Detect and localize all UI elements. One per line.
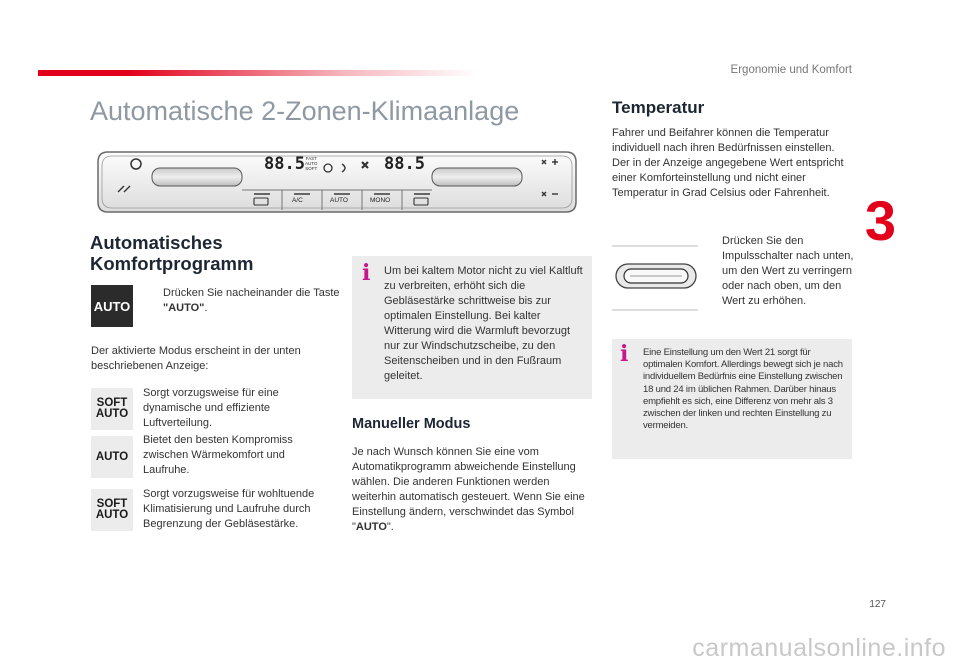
manual-text-key: AUTO: [355, 521, 387, 533]
watermark: carmanualsonline.info: [692, 634, 946, 662]
ac-button-label: A/C: [292, 197, 303, 204]
soft-auto-badge: [91, 388, 133, 430]
badge-bottom: AUTO: [95, 408, 129, 420]
chapter-number: 3: [864, 189, 896, 252]
info-temperature-text: Eine Einstellung um den Wert 21 sorgt für optimalen Komfort. Allerdings bewegt sich je nach individuellem Bedürfnis eine Einstellung zwischen 18 und 24 im üblichen Rahmen. Darüber hinaus empfiehlt es sich, eine Differenz von mehr als 3 zwischen der linken und rechten Einstellung zu vermeiden.: [643, 347, 843, 432]
mode-description: Sorgt vorzugsweise für wohltuende Klimatisierung und Laufruhe durch Begrenzung der Gebläsestärke.: [143, 488, 315, 530]
mono-button-label: MONO: [370, 197, 391, 204]
auto-badge: [91, 285, 133, 327]
display-left-temperature: 88.5: [264, 154, 305, 174]
auto-step: [145, 286, 343, 316]
temperature-text: Fahrer und Beifahrer können die Temperatur individuell nach ihren Bedürfnissen einstellen. Der in der Anzeige angegebene Wert entspricht einer Komforteinstellung und nicht einer Temperatur in Grad Celsius oder Fahrenheit.: [612, 127, 844, 199]
auto-mode-badge: [91, 436, 133, 478]
display-fast-label: FAST: [305, 156, 317, 161]
badge-bottom: AUTO: [95, 450, 129, 463]
auto-program-heading: Automatisches Komfortprogramm: [90, 232, 254, 274]
auto-button-label: AUTO: [330, 197, 348, 204]
badge-bottom: AUTO: [95, 509, 129, 521]
display-soft-label: SOFT: [305, 166, 318, 171]
climate-panel-drawing: [92, 146, 582, 218]
info-box-cold-engine: [352, 256, 592, 399]
temperature-step-text: Drücken Sie den Impulsschalter nach unten, um den Wert zu verringern oder nach oben, um den Wert zu erhöhen.: [722, 235, 854, 307]
display-mode-labels: [305, 156, 317, 171]
temperature-step: [704, 234, 862, 309]
temperature-switch-drawing: [612, 240, 700, 316]
soft-auto-badge: [91, 489, 133, 531]
temperature-switch-illustration: [612, 240, 700, 316]
section-title: Ergonomie und Komfort: [730, 64, 852, 76]
display-auto-label: AUTO: [305, 161, 318, 166]
info-icon: i: [620, 341, 629, 367]
badge-top: SOFT: [96, 498, 128, 510]
display-right-temperature: 88.5: [384, 154, 425, 174]
mode-description: Bietet den besten Kompromiss zwischen Wärmekomfort und Laufruhe.: [143, 434, 293, 476]
page-number: 127: [869, 599, 886, 610]
auto-step-text: Drücken Sie nacheinander die Taste: [163, 287, 340, 299]
auto-step-suffix: .: [204, 302, 208, 314]
auto-intro: Der aktivierte Modus erscheint in der unten beschriebenen Anzeige:: [91, 345, 301, 372]
badge-top: SOFT: [96, 397, 128, 409]
manual-text-suffix: ".: [386, 521, 394, 533]
info-cold-text: Um bei kaltem Motor nicht zu viel Kaltluft zu verbreiten, erhöht sich die Gebläsestärke schrittweise bis zur optimalen Einstellung. Bei kalter Witterung wird die Warmluft bevorzugt nur zur Windschutzscheibe, zu den Seitenscheiben und in den Fußraum geleitet.: [384, 265, 583, 382]
auto-badge-text: AUTO: [93, 298, 131, 314]
header-accent-bar: [38, 70, 478, 76]
auto-step-key: "AUTO": [163, 302, 205, 314]
page-title: Automatische 2-Zonen-Klimaanlage: [90, 96, 520, 126]
manual-text-main: Je nach Wunsch können Sie eine vom Automatikprogramm abweichende Einstellung wählen. Die anderen Funktionen werden weiterhin automatisch gesteuert. Wenn Sie eine Einstellung ändern, verschwindet das Symbol ": [352, 446, 585, 533]
manual-text: [352, 445, 587, 535]
climate-panel-illustration: [92, 146, 582, 218]
info-box-temperature: [612, 339, 852, 459]
mode-description: Sorgt vorzugsweise für eine dynamische und effiziente Luftverteilung.: [143, 387, 279, 429]
manual-heading: Manueller Modus: [352, 416, 471, 432]
temperature-heading: Temperatur: [612, 98, 705, 117]
info-icon: i: [362, 260, 371, 286]
